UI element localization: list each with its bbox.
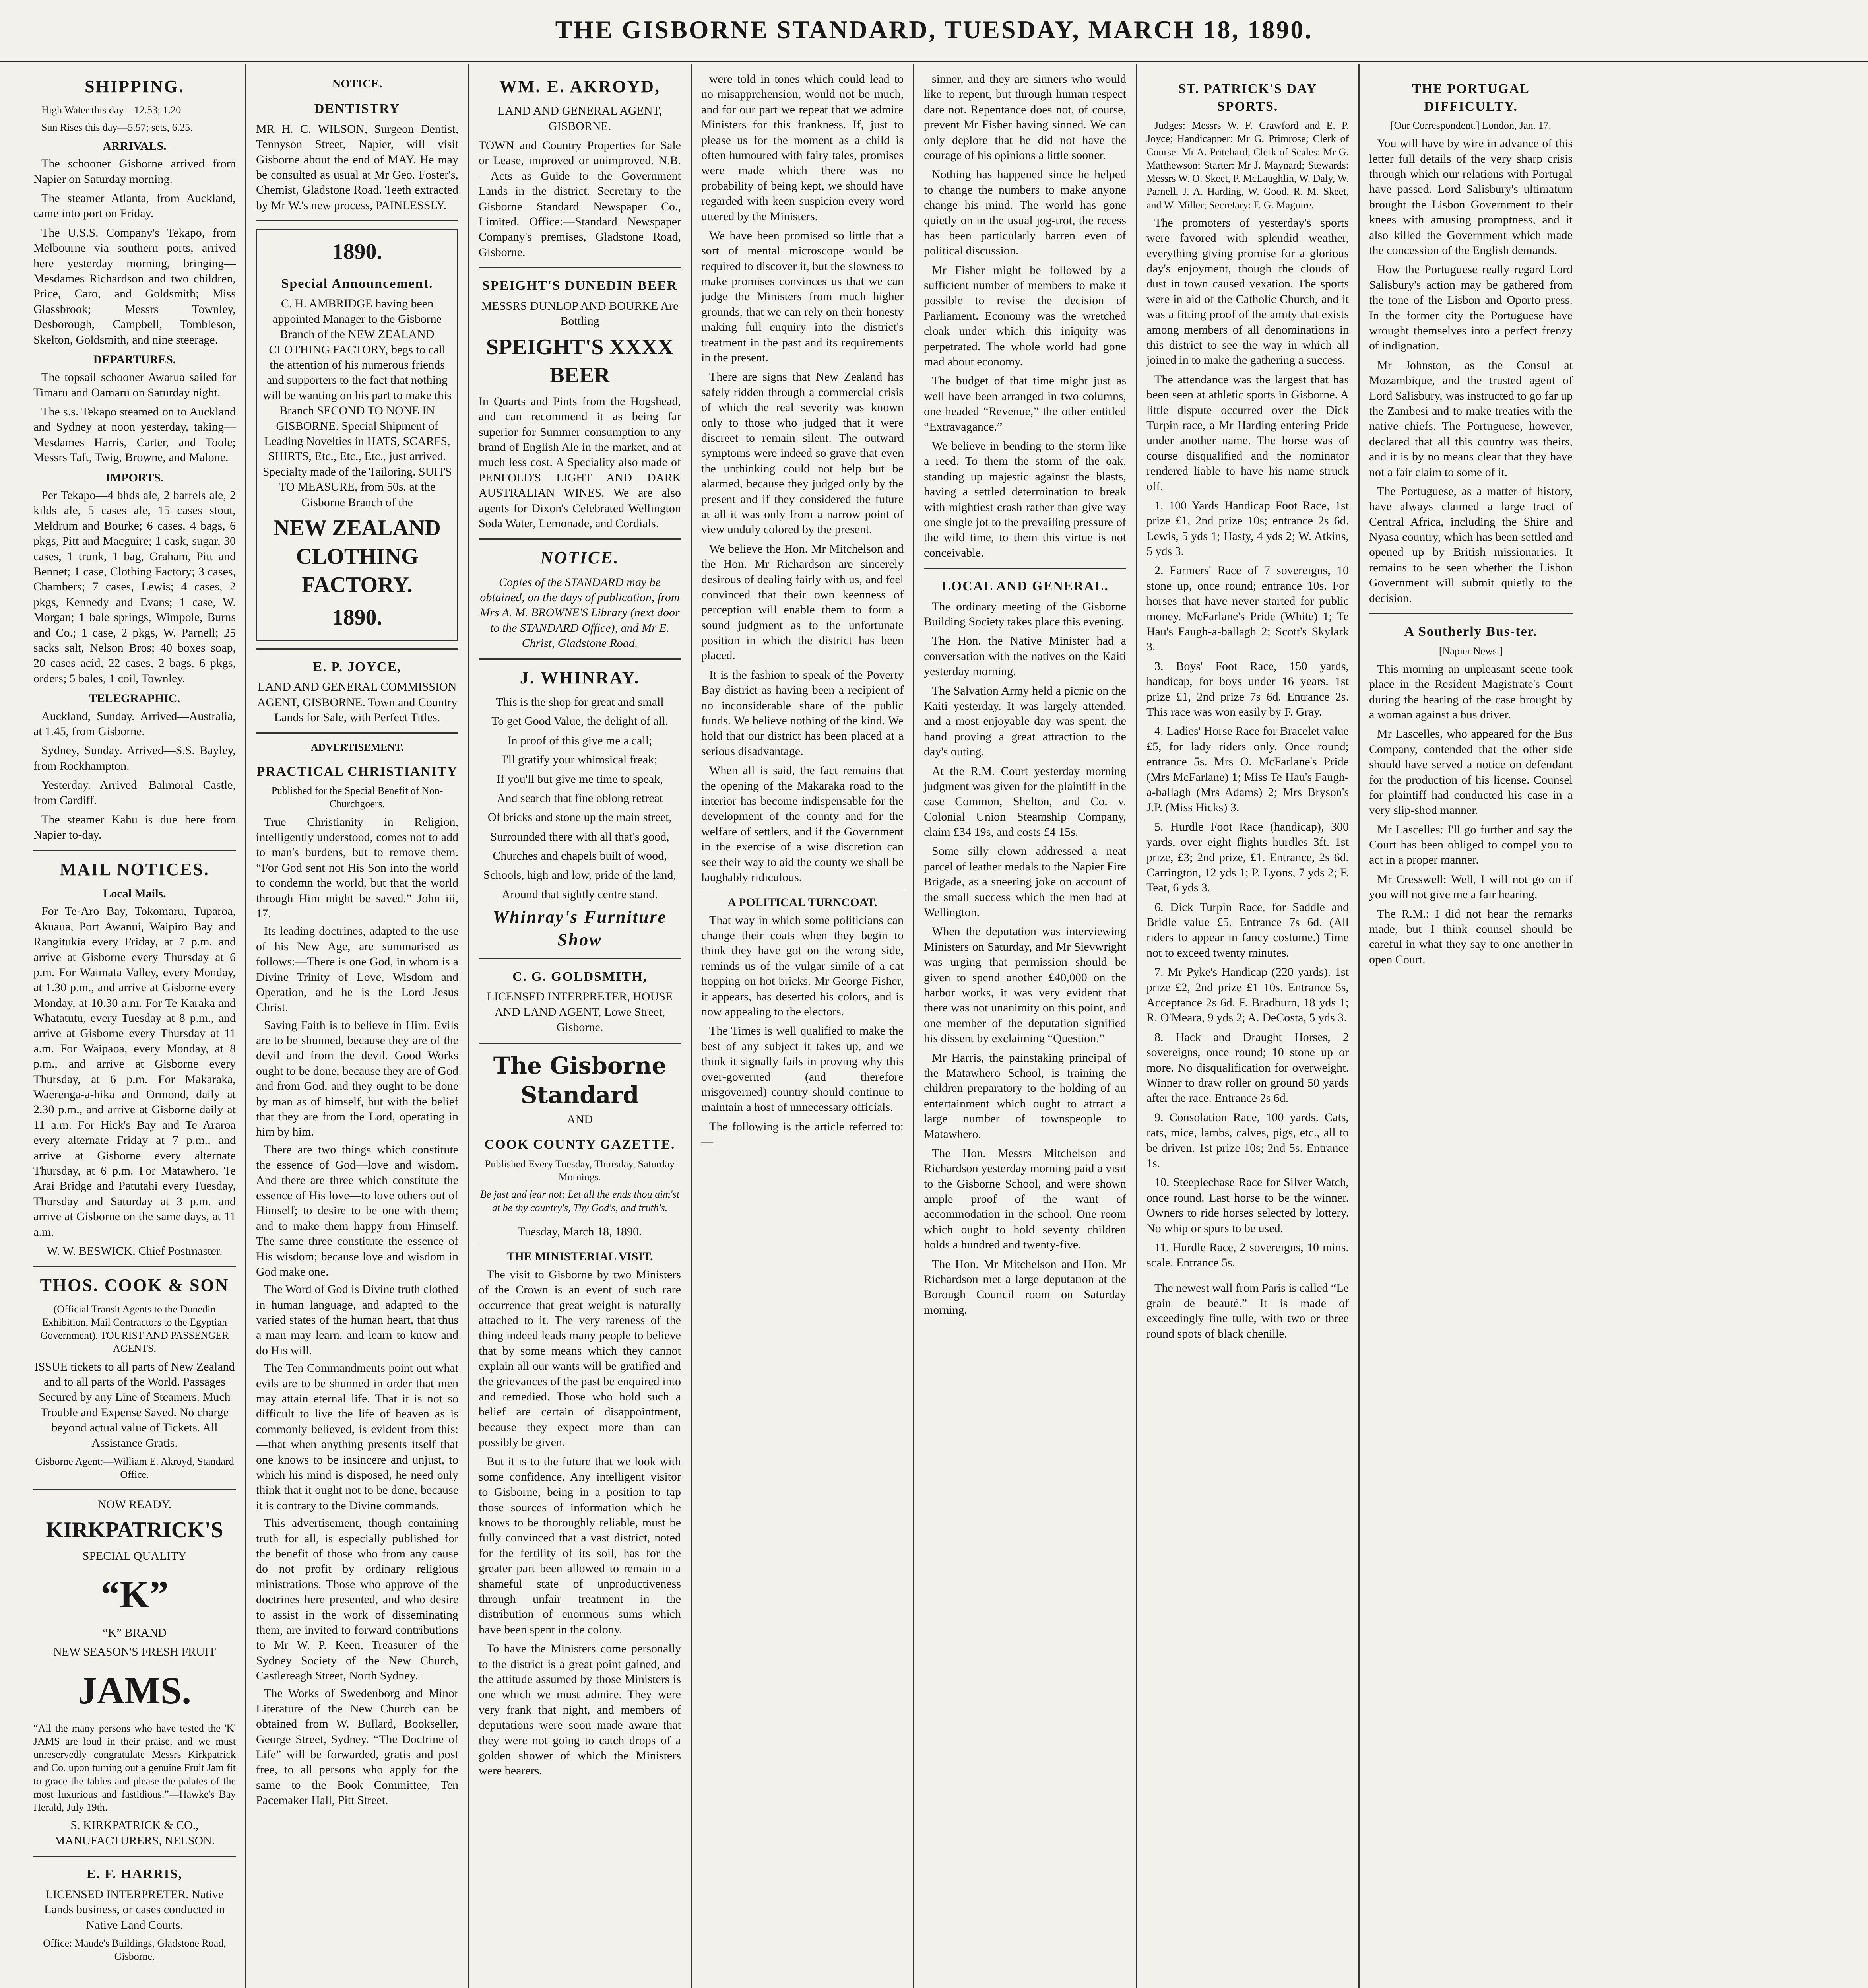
paper-motto: Be just and fear not; Let all the ends thou aim'st at be thy country's, Thy God's, and truth's. bbox=[480, 1188, 679, 1213]
whinray-show: Whinray's Furniture Show bbox=[493, 907, 667, 949]
turncoat-paragraph: The following is the article referred to:— bbox=[701, 1120, 904, 1149]
practical-paragraph: This advertisement, though containing truth for all, is especially published for the benefit of those who from any cause do not profit by ordinary religious ministrations. Those who approve of the doctrines here presented, and who desire to assist in the work of disseminating them, are invited to forward contributions to Mr W. P. Keen, Treasurer of the Sydney Society of the New Church, Castlereagh Street, North Sydney. bbox=[256, 1516, 458, 1683]
divider bbox=[479, 267, 681, 268]
poem-line: Schools, high and low, pride of the land, bbox=[483, 868, 676, 882]
editorial-paragraph: The visit to Gisborne by two Ministers of the Crown is an event of such rare occurrence that great weight is naturally attached to it. The very rareness of the thing indeed leads many people to believe that by some means which they cannot explain all our wants will be gratified and the grievances of the past be enquired into and remedied. Those who hold such a belief are certain of disappointment, because they expect more than can possibly be given. bbox=[479, 1268, 681, 1449]
local-item: When the deputation was interviewing Ministers on Saturday, and Mr Sievwright was urging that permission should be given to spend another £40,000 on the harbor works, it was very evident that there was not unanimity on this point, and one member of the deputation signified his dissent by exclaiming “Question.” bbox=[924, 925, 1126, 1045]
whinray-advert bbox=[479, 667, 681, 951]
cook-body: ISSUE tickets to all parts of New Zealand and to all parts of the World. Passages Secured by any Line of Steamers. Much Trouble and Expense Saved. No charge beyond actual value of Tickets. All Assistance Gratis. bbox=[34, 1360, 235, 1450]
paper-days: Published Every Tuesday, Thursday, Saturday Mornings. bbox=[485, 1158, 675, 1183]
sports-officials: Judges: Messrs W. F. Crawford and E. P. Joyce; Handicapper: Mr G. Primrose; Clerk of Course: Mr A. Pritchard; Clerk of Scales: Mr G. Matthewson; Starter: Mr J. Maynard; Stewards: Messrs W. O. Skeet, P. McLaughlin, W. Daly, W. Parnell, J. A. Harding, W. Good, R. M. Skeet, and W. Miller; Secretary: F. G. Maguire. bbox=[1146, 120, 1349, 211]
akroyd-title: WM. E. AKROYD, bbox=[499, 77, 660, 96]
sports-result: 7. Mr Pyke's Handicap (220 yards). 1st prize £2, 2nd prize £1 10s. Entrance 5s, Acceptance 2s 6d. F. Bradburn, 18 yds 1; R. O'Meara, 9 yds 2; A. DeCosta, 5 yds 3. bbox=[1146, 965, 1349, 1025]
local-item: Some silly clown addressed a neat parcel of leather medals to the Napier Fire Brigade, as a sneering joke on account of the small success which the men had at Wellington. bbox=[924, 845, 1126, 919]
bus-paragraph: Mr Lascelles: I'll go further and say the Court has been obliged to compel you to act in a proper manner. bbox=[1369, 823, 1573, 867]
practical-paragraph: The Ten Commandments point out what evils are to be shunned in order that men may attain eternal life. That it is not so difficult to live the life of heaven as is commonly believed, is evident from this:—that when anything presents itself that one knows to be insincere and unjust, to which his mind is disposed, he need only think that it ought not to be done, because it is contrary to the Divine commands. bbox=[256, 1361, 458, 1512]
practical-paragraph: There are two things which constitute the essence of God—love and wisdom. And there are three which constitute the essence of His love—to love others out of Himself; to desire to be one with them; and to make them happy from Himself. The same three constitute the essence of His wisdom; because love and wisdom in God make one. bbox=[256, 1143, 458, 1278]
divider bbox=[924, 568, 1126, 569]
column-6 bbox=[1137, 64, 1360, 1988]
telegraphic-item: Sydney, Sunday. Arrived—S.S. Bayley, from Rockhampton. bbox=[33, 744, 236, 773]
kirk-season: NEW SEASON'S FRESH FRUIT bbox=[53, 1645, 216, 1659]
paper-title: The Gisborne Standard bbox=[493, 1052, 667, 1109]
divider bbox=[1369, 613, 1573, 614]
cook-title: THOS. COOK & SON bbox=[40, 1276, 229, 1295]
harris-body: LICENSED INTERPRETER. Native Lands business, or cases conducted in Native Land Courts. bbox=[44, 1887, 225, 1932]
arrivals-title: ARRIVALS. bbox=[103, 139, 167, 153]
editorial-paragraph: There are signs that New Zealand has safely ridden through a commercial crisis of which the real severity was known only to those who judged that it were discreet to remain silent. The outward symptoms were indeed so grave that even the unthinking could not help but be alarmed, because they judged only by the present and if they considered the future at all it was only from a narrow point of view unduly colored by the present. bbox=[701, 370, 904, 536]
mail-subtitle: Local Mails. bbox=[103, 887, 166, 900]
shipping-title: SHIPPING. bbox=[85, 77, 184, 96]
telegraphic-item: Auckland, Sunday. Arrived—Australia, at 1.45, from Gisborne. bbox=[33, 709, 236, 738]
departure-item: The s.s. Tekapo steamed on to Auckland and Sydney at noon yesterday, taking—Mesdames Harris, Carter, and Toole; Messrs Taft, Twig, Browne, and Malone. bbox=[33, 405, 236, 464]
harris-title: E. F. HARRIS, bbox=[86, 1867, 183, 1882]
goldsmith-title: C. G. GOLDSMITH, bbox=[512, 969, 647, 984]
portugal-title: THE PORTUGAL DIFFICULTY. bbox=[1412, 82, 1530, 114]
kirk-k: “K” bbox=[101, 1573, 169, 1616]
local-item: The Hon. the Native Minister had a conversation with the natives on the Kaiti yesterday morning. bbox=[924, 634, 1126, 678]
article-paragraph: Nothing has happened since he helped to change the numbers to make anyone change his mind. The world has gone quietly on in the usual jog-trot, the recess has been particularly barren even of political discussion. bbox=[924, 168, 1126, 258]
columns bbox=[24, 64, 1845, 1988]
notice-body: Copies of the STANDARD may be obtained, on the days of publication, from Mrs A. M. BROWNE'S Library (next door to the STANDARD Office), and Mr E. Christ, Gladstone Road. bbox=[480, 575, 680, 650]
local-item: The ordinary meeting of the Gisborne Building Society takes place this evening. bbox=[924, 600, 1126, 629]
local-item: The Salvation Army held a picnic on the Kaiti yesterday. It was largely attended, and a most enjoyable day was spent, the band proving a great attraction to the day's outing. bbox=[924, 684, 1126, 759]
arrival-item: The U.S.S. Company's Tekapo, from Melbourne via southern ports, arrived here yesterday morning, bringing—Mesdames Richardson and two children, Price, Caro, and Goldsmith; Miss Glassbrook; Messrs Townley, Desborough, Campbell, Tombleson, Skelton, Goldsmith, and nine steerage. bbox=[33, 226, 236, 346]
divider bbox=[33, 850, 236, 851]
goldsmith-advert bbox=[479, 968, 681, 1035]
akroyd-advert bbox=[479, 76, 681, 260]
imports-title: IMPORTS. bbox=[105, 471, 164, 484]
imports-text: Per Tekapo—4 bhds ale, 2 barrels ale, 2 kilds ale, 5 cases ale, 15 cases stout, Meldrum and Bourke; 6 cases, 4 bags, 6 pkgs, Pitt and Macguire; 1 cask, sugar, 30 cases, 1 trunk, 1 bag, Graham, Pitt and Bennet; 1 case, Clothing Factory; 3 cases, Chambers; 7 cases, Lewis; 4 cases, 2 pkgs, Kennedy and Evans; 1 case, W. Morgan; 1 bale springs, Wimpole, Burns and Co.; 1 case, 2 pkgs, W. Parnell; 25 sacks salt, Nelson Bros; 40 boxes soap, 20 cases acid, 22 cases, 2 bags, 6 pkgs, orders; 5 bales, 1 coil, Townley. bbox=[33, 489, 236, 685]
practical-paragraph: True Christianity in Religion, intelligently understood, comes not to add to man's burdens, but to remove them. “For God sent not His Son into the world to condemn the world, but that the world through Him might be saved.” John iii, 17. bbox=[256, 815, 458, 920]
telegraphic-title: TELEGRAPHIC. bbox=[89, 692, 180, 705]
sports-intro: The promoters of yesterday's sports were favored with splendid weather, everything giving promise for a glorious day's enjoyment, though the clouds of dust in town caused vexation. The sports were in aid of the Catholic Church, and it was a fitting proof of the amity that exists among members of all denominations in this district to see the way in which all joined in to make the gathering a success. bbox=[1146, 216, 1349, 367]
kirk-title: KIRKPATRICK'S bbox=[46, 1517, 223, 1542]
practical-paragraph: Its leading doctrines, adapted to the use of his New Age, are summarised as follows:—There is one God, in whom is a Divine Trinity of Love, Wisdom and Operation, and he is the Lord Jesus Christ. bbox=[256, 924, 458, 1014]
dentist-body: MR H. C. WILSON, Surgeon Dentist, Tennyson Street, Napier, will visit Gisborne about the end of MAY. He may be consulted as usual at Mr Geo. Foster's, Chemist, Gladstone Road. Teeth extracted by Mr W.'s new process, PAINLESSLY. bbox=[256, 122, 458, 212]
local-item: The Hon. Mr Mitchelson and Hon. Mr Richardson met a large deputation at the Borough Council room on Saturday morning. bbox=[924, 1257, 1126, 1316]
sports-result: 10. Steeplechase Race for Silver Watch, once round. Last horse to be the winner. Owners to ride horses selected by lottery. No whip or spurs to be used. bbox=[1146, 1176, 1349, 1235]
joyce-body: LAND AND GENERAL COMMISSION AGENT, GISBORNE. Town and Country Lands for Sale, with Perfect Titles. bbox=[257, 680, 458, 724]
ambridge-body: C. H. AMBRIDGE having been appointed Manager to the Gisborne Branch of the NEW ZEALAND CLOTHING FACTORY, begs to call the attention of his numerous friends and supporters to the fact that nothing will be wanting on his part to make this Branch SECOND TO NONE IN GISBORNE. Special Shipment of Leading Novelties in HATS, SCARFS, SHIRTS, Etc., Etc., Etc., just arrived. Specialty made of the Tailoring. SUITS TO MEASURE, from 50s. at the Gisborne Branch of the bbox=[262, 297, 452, 509]
editorial-paragraph: To have the Ministers come personally to the district is a great point gained, and the attitude assumed by those Ministers is one which we must admire. They were very frank that night, and members of deputations were soon made aware that they were not going to catch drops of a golden shower of which the Ministers were bearers. bbox=[479, 1642, 681, 1778]
arrival-item: The steamer Atlanta, from Auckland, came into port on Friday. bbox=[33, 192, 236, 220]
sun-rises: Sun Rises this day—5.57; sets, 6.25. bbox=[41, 121, 193, 133]
column-4 bbox=[692, 64, 914, 1988]
poem-line: Of bricks and stone up the main street, bbox=[487, 811, 672, 824]
divider bbox=[256, 732, 458, 734]
speight-big: SPEIGHT'S XXXX BEER bbox=[486, 334, 674, 388]
poem-line: I'll gratify your whimsical freak; bbox=[502, 753, 658, 767]
local-item: The Hon. Messrs Mitchelson and Richardson yesterday morning paid a visit to the Gisborne School, and were shown ample proof of the want of accommodation in the school. One room which ought to hold seventy children holds a hundred and twenty-five. bbox=[924, 1146, 1126, 1252]
local-item: Mr Harris, the painstaking principal of the Matawhero School, is training the children preparatory to the holding of an entertainment which ought to attract a large number of townspeople to Matawhero. bbox=[924, 1051, 1126, 1141]
kirk-firm: S. KIRKPATRICK & CO., MANUFACTURERS, NELSON. bbox=[54, 1819, 215, 1847]
bus-paragraph: Mr Cresswell: Well, I will not go on if you will not give me a fair hearing. bbox=[1369, 872, 1573, 901]
turncoat-paragraph: The Times is well qualified to make the best of any subject it takes up, and we think it signally fails in proving why this over-governed (and therefore misgoverned) country should continue to maintain a host of unnecessary officials. bbox=[701, 1024, 904, 1114]
sports-title: ST. PATRICK'S DAY SPORTS. bbox=[1178, 82, 1317, 114]
editorial-paragraph: But it is to the future that we look with some confidence. Any intelligent visitor to Gisborne, being in a position to tap those sources of information which he knows to be thoroughly reliable, must be fully convinced that a vast district, noted for the fertility of its soil, has for the greater part been allowed to remain in a shameful state of unproductiveness through unfair treatment in the distribution of enormous sums which have been spent in the colony. bbox=[479, 1455, 681, 1636]
mail-signature: W. W. BESWICK, Chief Postmaster. bbox=[47, 1244, 223, 1258]
divider bbox=[33, 1856, 236, 1857]
practical-paragraph: The Word of God is Divine truth clothed in human language, and adapted to the varied states of the human heart, that thus a man may learn, and learn to know and do His will. bbox=[256, 1283, 458, 1357]
sports-result: 6. Dick Turpin Race, for Saddle and Bridle value £5. Entrance 7s 6d. (All riders to appear in fancy costume.) Time not to exceed twenty minutes. bbox=[1146, 900, 1349, 959]
divider bbox=[479, 1043, 681, 1044]
turncoat-title: A POLITICAL TURNCOAT. bbox=[727, 896, 877, 909]
nzcf-year: 1890. bbox=[332, 605, 382, 630]
poem-line: Around that sightly centre stand. bbox=[502, 887, 658, 901]
article-paragraph: Mr Fisher might be followed by a sufficient number of members to make it possible to revise the decision of Parliament. Economy was the wretched cloak under which this iniquity was perpetrated. The whole world had gone mad about economy. bbox=[924, 263, 1126, 369]
practical-paragraph: The Works of Swedenborg and Minor Literature of the New Church can be obtained from W. Bullard, Bookseller, George Street, Sydney. “The Doctrine of Life” will be forwarded, gratis and post free, to all persons who apply for the same to the Book Committee, Ten Pacemaker Hall, Pitt Street. bbox=[256, 1687, 458, 1807]
masthead-title: THE GISBORNE STANDARD, TUESDAY, MARCH 18, 1890. bbox=[555, 16, 1313, 44]
kirk-special: SPECIAL QUALITY bbox=[82, 1549, 187, 1563]
dentist-advert bbox=[256, 76, 458, 213]
portugal-paragraph: How the Portuguese really regard Lord Salisbury's action may be gathered from the tone of the Lisbon and Oporto press. In the former city the Portuguese have wrought themselves into a perfect frenzy of indignation. bbox=[1369, 263, 1573, 353]
bus-paragraph: This morning an unpleasant scene took place in the Resident Magistrate's Court during the hearing of the case brought by a woman against a bus driver. bbox=[1369, 662, 1573, 721]
sports-result: 3. Boys' Foot Race, 150 yards, handicap, for boys under 16 years. 1st prize £1, 2nd prize 7s 6d. Entrance 2s. This race was won easily by F. Gray. bbox=[1146, 659, 1349, 718]
bus-title: A Southerly Bus-ter. bbox=[1404, 624, 1538, 639]
nzcf-name: NEW ZEALAND CLOTHING FACTORY. bbox=[274, 515, 441, 598]
column-3 bbox=[469, 64, 692, 1988]
editorial-paragraph: We have been promised so little that a sort of mental microscope would be required to discover it, but the slowness to make promises convinces us that we can judge the Ministers from much higher grounds, that we can rely on their honesty making full enquiry into the district's treatment in the past and its requirements in the present. bbox=[701, 229, 904, 365]
advertisement-label: ADVERTISEMENT. bbox=[310, 742, 404, 753]
local-item: At the R.M. Court yesterday morning judgment was given for the plaintiff in the case Common, Shelton, and Co. v. Colonial Union Steamship Company, claim £34 19s, and costs £4 15s. bbox=[924, 764, 1126, 839]
divider bbox=[479, 658, 681, 660]
turncoat-paragraph: That way in which some politicians can change their coats when they begin to think they have got on the wrong side, reminds us of the vulgar simile of a cat hopping on hot bricks. Mr George Fisher, it appears, has deserted his colors, and is now appealing to the electors. bbox=[701, 913, 904, 1019]
speight-subtitle: MESSRS DUNLOP AND BOURKE Are Bottling bbox=[481, 299, 679, 328]
joyce-title: E. P. JOYCE, bbox=[313, 659, 402, 674]
now-ready: NOW READY. bbox=[97, 1497, 172, 1511]
sports-closing: The newest wall from Paris is called “Le grain de beauté.” It is made of exceedingly fine tulle, with two or three round spots of black chenille. bbox=[1146, 1281, 1349, 1340]
masthead bbox=[0, 0, 1868, 62]
kirk-brand: “K” BRAND bbox=[103, 1626, 167, 1639]
notice-heading: NOTICE. bbox=[332, 77, 382, 90]
sports-result: 9. Consolation Race, 100 yards. Cats, rats, mice, lambs, calves, pigs, etc., all to be driven. 1st prize 10s; 2nd 5s. Entrance 1s. bbox=[1146, 1110, 1349, 1170]
akroyd-body: TOWN and Country Properties for Sale or Lease, improved or unimproved. N.B.—Acts as Guide to the Government Lands in the district. Secretary to the Gisborne Standard Newspaper Co., Limited. Office:—Standard Newspaper Company's premises, Gladstone Road, Gisborne. bbox=[479, 139, 681, 259]
poem-line: If you'll but give me time to speak, bbox=[497, 772, 663, 786]
editorial-title: THE MINISTERIAL VISIT. bbox=[506, 1250, 653, 1264]
editorial-paragraph: were told in tones which could lead to no misapprehension, would not be much, and for our part we repeat that we admire Ministers for this frankness. If, just to please us for the moment as a child is often humoured with fairy tales, promises were made which there was no probability of being kept, we should have regarded with keen suspicion every word uttered by the Ministers. bbox=[701, 72, 904, 223]
poem-line: This is the shop for great and small bbox=[496, 695, 664, 709]
practical-paragraph: Saving Faith is to believe in Him. Evils are to be shunned, because they are of the devil and from the devil. Good Works ought to be done, because they are of God and from God, and they ought to be done by man as of himself, but with the belief that they are from the Lord, operating in him by him. bbox=[256, 1018, 458, 1139]
portugal-paragraph: You will have by wire in advance of this letter full details of the very sharp crisis through which our relations with Portugal have passed. Lord Salisbury's ultimatum brought the Lisbon Government to their knees with amusing promptness, and it also killed the Government which made the concession of the English demands. bbox=[1369, 137, 1573, 257]
goldsmith-body: LICENSED INTERPRETER, HOUSE AND LAND AGENT, Lowe Street, Gisborne. bbox=[487, 990, 673, 1034]
poem-line: In proof of this give me a call; bbox=[507, 734, 652, 747]
article-paragraph: The budget of that time might just as well have been arranged in two columns, one headed “Revenue,” the other entitled “Extravagance.” bbox=[924, 374, 1126, 433]
speight-title: SPEIGHT'S DUNEDIN BEER bbox=[482, 278, 678, 293]
poem-line: And search that fine oblong retreat bbox=[497, 791, 663, 805]
speight-advert bbox=[479, 277, 681, 531]
mail-text: For Te-Aro Bay, Tokomaru, Tuparoa, Akuaua, Port Awanui, Waipiro Bay and Rangitukia every Friday, at 7 p.m. and arrive at Gisborne every Thursday at 6 p.m. For Waimata Valley, every Monday, at 1.30 p.m., and arrive at Gisborne every Monday, at 10.30 a.m. For Te Karaka and Whatatutu, every Tuesday at 8 p.m., and arrive at Gisborne every Thursday at 11 a.m. For Waipaoa, every Monday, at 8 p.m., and arrive at Gisborne every Thursday, at 6 p.m. For Makaraka, Waerenga-a-hika and Ormond, daily at 2.30 p.m., and arrive at Gisborne daily at 11 a.m. For Hick's Bay and Te Araroa every alternate Friday at 7 p.m., and arrive at Gisborne every alternate Thursday, at 6 p.m. For Matawhero, Te Arai Bridge and Patutahi every Tuesday, Thursday and Saturday at 3 p.m. and arrive at Gisborne on the same days, at 11 a.m. bbox=[33, 905, 236, 1239]
paper-nameplate bbox=[479, 1051, 681, 1245]
paper-and: AND bbox=[567, 1113, 593, 1126]
column-2 bbox=[246, 64, 469, 1988]
kirk-quote: “All the many persons who have tested the 'K' JAMS are loud in their praise, and we must unreservedly congratulate Messrs Kirkpatrick and Co. upon turning out a genuine Fruit Jam fit to grace the tables and please the palates of the most luxurious and fastidious.”—Hawke's Bay Herald, July 19th. bbox=[33, 1722, 236, 1813]
cook-agent: Gisborne Agent:—William E. Akroyd, Standard Office. bbox=[35, 1456, 234, 1481]
editorial-paragraph: It is the fashion to speak of the Poverty Bay district as having been a recipient of no inconsiderable share of the public funds. We believe nothing of the kind. We hold that our district has been placed at a serious disadvantage. bbox=[701, 668, 904, 758]
portugal-correspondent: [Our Correspondent.] London, Jan. 17. bbox=[1390, 120, 1552, 132]
mail-title: MAIL NOTICES. bbox=[60, 859, 209, 879]
joyce-advert bbox=[256, 658, 458, 726]
practical-title: PRACTICAL CHRISTIANITY bbox=[256, 764, 458, 779]
divider bbox=[33, 1266, 236, 1267]
portugal-paragraph: Mr Johnston, as the Consul at Mozambique, and the trusted agent of Lord Salisbury, was instructed to go far up the Zambesi and to make treaties with the native chiefs. The Portuguese, however, declared that all this country was theirs, and it is by no means clear that they have not a fair claim to some of it. bbox=[1369, 358, 1573, 479]
bus-paragraph: Mr Lascelles, who appeared for the Bus Company, contended that the other side should have served a notice on defendant for the production of his license. Counsel for plaintiff had conducted his case in a very slip-shod manner. bbox=[1369, 727, 1573, 817]
sports-result: 4. Ladies' Horse Race for Bracelet value £5, for lady riders only. Once round; entrance 5s. Mrs O. McFarlane's Pride (Mrs McFarlane) 1; Miss Te Hau's Faugh-a-ballagh (Mrs Adams) 2; Mrs Bryson's J.P. (Miss Hicks) 3. bbox=[1146, 724, 1349, 814]
departure-item: The topsail schooner Awarua sailed for Timaru and Oamaru on Saturday night. bbox=[33, 371, 236, 399]
sports-result: 2. Farmers' Race of 7 sovereigns, 10 stone up, once round; entrance 10s. For horses that have never started for public money. McFarlane's Pride (White) 1; Te Hau's Faugh-a-ballagh 2; Scott's Skylark 3. bbox=[1146, 564, 1349, 654]
kirk-jams: JAMS. bbox=[78, 1669, 192, 1712]
harris-advert bbox=[33, 1866, 236, 1963]
year-heading: 1890. bbox=[332, 239, 382, 264]
sports-intro: The attendance was the largest that has been seen at athletic sports in Gisborne. A little dispute occurred over the Dick Turpin race, a Mr Harding entering Pride under another name. The horse was of course disqualified and the nominator rendered liable to have his name struck off. bbox=[1146, 373, 1349, 493]
harris-office: Office: Maude's Buildings, Gladstone Road, Gisborne. bbox=[43, 1937, 226, 1963]
dentistry-heading: DENTISTRY bbox=[314, 101, 400, 116]
article-paragraph: We believe in bending to the storm like a reed. To them the storm of the oak, standing up majestic against the blasts, having a settled determination to break with mightiest crash rather than give way one single jot to the prevailing pressure of the wild time, to them this virtue is not conceivable. bbox=[924, 439, 1126, 559]
bus-source: [Napier News.] bbox=[1439, 645, 1503, 657]
divider bbox=[479, 538, 681, 540]
column-7 bbox=[1360, 64, 1582, 1988]
poem-line: Churches and chapels built of wood, bbox=[493, 849, 667, 863]
sports-result: 11. Hurdle Race, 2 sovereigns, 10 mins. scale. Entrance 5s. bbox=[1146, 1241, 1349, 1270]
special-announcement: Special Announcement. bbox=[281, 276, 433, 291]
practical-body bbox=[256, 815, 458, 1808]
divider bbox=[33, 1489, 236, 1490]
paper-date: Tuesday, March 18, 1890. bbox=[518, 1225, 642, 1238]
clothing-factory-advert bbox=[256, 229, 458, 641]
practical-subtitle: Published for the Special Benefit of Non-Churchgoers. bbox=[271, 785, 443, 810]
editorial-paragraph: We believe the Hon. Mr Mitchelson and the Hon. Mr Richardson are sincerely desirous of dealing fairly with us, and feel convinced that their own keenness of perception will enable them to form a sound judgment as to the unfortunate position in which the district has been placed. bbox=[701, 542, 904, 662]
editorial-paragraph: When all is said, the fact remains that the opening of the Makaraka road to the interior has become indispensable for the development of the county and for the welfare of settlers, and if the Government in the exercise of a wise discretion can see their way to aid the county we shall be laughably ridiculous. bbox=[701, 764, 904, 884]
notice-title: NOTICE. bbox=[540, 548, 619, 568]
divider bbox=[256, 648, 458, 650]
column-1 bbox=[24, 64, 246, 1988]
poem-line: To get Good Value, the delight of all. bbox=[491, 714, 668, 728]
local-title: LOCAL AND GENERAL. bbox=[941, 579, 1109, 594]
departures-title: DEPARTURES. bbox=[93, 353, 176, 366]
cook-subtitle: (Official Transit Agents to the Dunedin Exhibition, Mail Contractors to the Egyptian Government), TOURIST AND PASSENGER AGENTS, bbox=[40, 1303, 229, 1355]
cook-advert bbox=[33, 1274, 236, 1481]
arrival-item: The schooner Gisborne arrived from Napier on Saturday morning. bbox=[33, 157, 236, 186]
speight-body: In Quarts and Pints from the Hogshead, and can recommend it as being far superior for Summer consumption to any brand of English Ale in the market, and at much less cost. A Speciality also made of PENFOLD'S LIGHT AND DARK AUSTRALIAN WINES. We are also agents for Dixon's Celebrated Wellington Soda Water, Lemonade, and Cordials. bbox=[479, 394, 681, 530]
telegraphic-item: The steamer Kahu is due here from Napier to-day. bbox=[33, 813, 236, 842]
portugal-paragraph: The Portuguese, as a matter of history, have always claimed a large tract of Central Africa, including the Shire and Nyasa country, which has been settled and opened up by British missionaries. It remains to be seen whether the Lisbon Government will submit quietly to the decision. bbox=[1369, 484, 1573, 605]
telegraphic-item: Yesterday. Arrived—Balmoral Castle, from Cardiff. bbox=[33, 779, 236, 807]
divider bbox=[479, 958, 681, 959]
bus-paragraph: The R.M.: I did not hear the remarks made, but I think counsel should be careful in what they say to one another in open Court. bbox=[1369, 907, 1573, 966]
notice-advert bbox=[479, 547, 681, 651]
poem-line: Surrounded there with all that's good, bbox=[490, 830, 669, 843]
article-paragraph: sinner, and they are sinners who would like to repent, but through human respect dare not. Repentance does not, of course, prevent Mr Fisher having sinned. We can only deplore that he did not have the courage of his opinions a little sooner. bbox=[924, 72, 1126, 162]
paper-subtitle: COOK COUNTY GAZETTE. bbox=[484, 1137, 675, 1152]
divider bbox=[256, 220, 458, 221]
akroyd-subtitle: LAND AND GENERAL AGENT, GISBORNE. bbox=[497, 104, 662, 133]
column-5 bbox=[914, 64, 1137, 1988]
high-water: High Water this day—12.53; 1.20 bbox=[41, 104, 181, 116]
sports-result: 8. Hack and Draught Horses, 2 sovereigns, once round; 10 stone up or more. No disqualification for overweight. Winner to draw roller on ground 50 yards after the race. Entrance 2s 6d. bbox=[1146, 1030, 1349, 1105]
sports-result: 5. Hurdle Foot Race (handicap), 300 yards, over eight flights hurdles 3ft. 1st prize, £3; 2nd prize, £1. Entrance, 2s 6d. Carrington, 12 yds 1; P. Lyons, 7 yds 2; F. Teat, 6 yds 3. bbox=[1146, 820, 1349, 895]
sports-result: 1. 100 Yards Handicap Foot Race, 1st prize £1, 2nd prize 10s; entrance 2s 6d. Lewis, 5 yds 1; Hasty, 4 yds 2; W. Atkins, 5 yds 3. bbox=[1146, 499, 1349, 558]
whinray-title: J. WHINRAY. bbox=[520, 668, 640, 687]
kirkpatrick-advert bbox=[33, 1497, 236, 1849]
